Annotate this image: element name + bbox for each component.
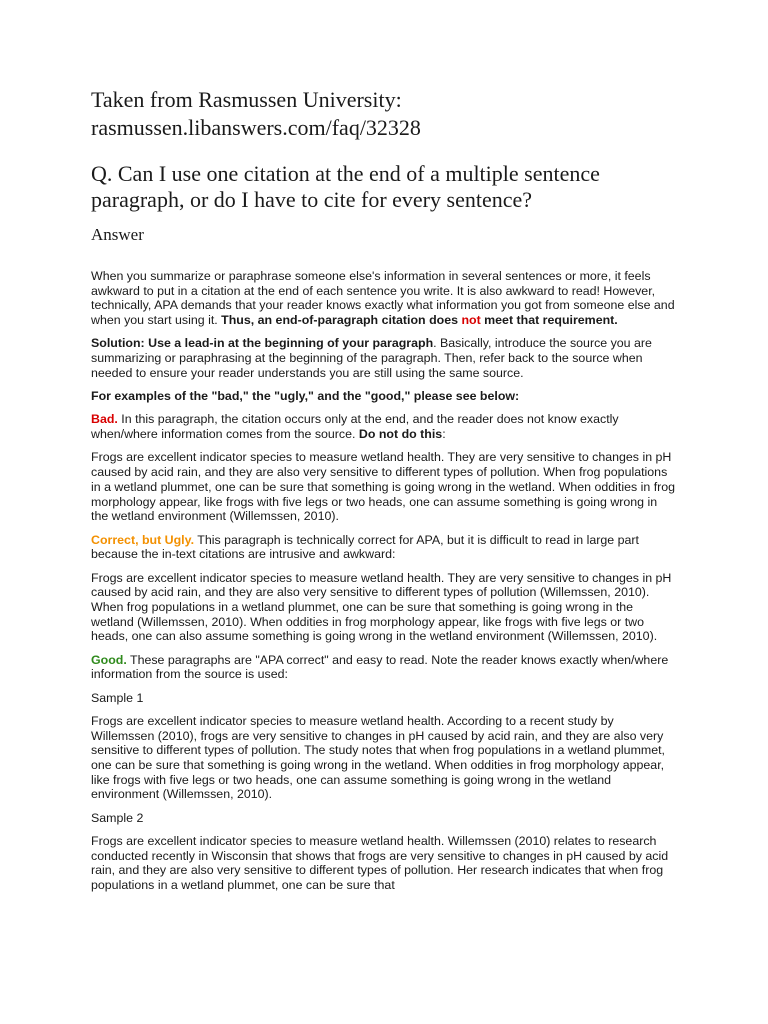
answer-body <box>91 269 677 893</box>
bad-tail: : <box>442 427 446 442</box>
ugly-intro-paragraph <box>91 533 677 562</box>
answer-heading: Answer <box>91 225 144 244</box>
ugly-text: This paragraph is technically correct for APA, but it is difficult to read in large part because the in-text citations are intrusive and awkward: <box>91 532 639 562</box>
bad-example-paragraph: Frogs are excellent indicator species to measure wetland health. They are very sensitive to changes in pH caused by acid rain, and they are also very sensitive to different types of pollution. When frog populations in a wetland plummet, one can be sure that something is going wrong in the wetland. When oddities in frog morphology appear, like frogs with five legs or two heads, one can assume something is going wrong in the wetland environment (Willemssen, 2010). <box>91 450 676 524</box>
intro-bold-not: not <box>461 313 481 328</box>
source-attribution <box>91 86 677 142</box>
ugly-label: Correct, but Ugly. <box>91 532 195 547</box>
document-page <box>91 86 677 901</box>
intro-paragraph <box>91 269 677 328</box>
bad-intro-paragraph <box>91 412 677 441</box>
sample1-label: Sample 1 <box>91 690 144 705</box>
source-url: rasmussen.libanswers.com/faq/32328 <box>91 115 421 140</box>
sample1-paragraph: Frogs are excellent indicator species to measure wetland health. According to a recent study by Willemssen (2010), frogs are very sensitive to changes in pH caused by acid rain, and they are also very sensitive to different types of pollution. The study notes that when frog populations in a wetland plummet, one can be sure that something is going wrong in the wetland. When oddities in frog morphology appear, like frogs with five legs or two heads, one can assume something is going wrong in the wetland environment (Willemssen, 2010). <box>91 713 665 802</box>
good-label: Good. <box>91 652 127 667</box>
source-title: Taken from Rasmussen University: <box>91 87 402 112</box>
sample2-label: Sample 2 <box>91 810 144 825</box>
question-heading: Q. Can I use one citation at the end of a multiple sentence paragraph, or do I have to cite for every sentence? <box>91 161 600 212</box>
good-text: These paragraphs are "APA correct" and easy to read. Note the reader knows exactly when/where information from the source is used: <box>91 652 669 682</box>
solution-text: . Basically, introduce the source you are summarizing or paraphrasing at the beginning of the paragraph. Then, refer back to the source when needed to ensure your reader understands you are still using the same source. <box>91 336 652 380</box>
good-intro-paragraph <box>91 653 677 682</box>
bad-text: In this paragraph, the citation occurs only at the end, and the reader does not know exactly when/where information comes from the source. <box>91 412 619 442</box>
bad-label: Bad. <box>91 412 118 427</box>
ugly-example-paragraph: Frogs are excellent indicator species to measure wetland health. They are very sensitive to changes in pH caused by acid rain, and they are also very sensitive to different types of pollution (Willemssen, 2010). When frog populations in a wetland plummet, one can be sure that something is going wrong in the wetland (Willemssen, 2010). When oddities in frog morphology appear, like frogs with five legs or two heads, one can also assume something is going wrong in the wetland environment (Willemssen, 2010). <box>91 570 672 644</box>
bad-bold: Do not do this <box>358 427 443 442</box>
intro-text: When you summarize or paraphrase someone else's information in several sentences or more, it feels awkward to put in a citation at the end of each sentence you write. It is also awkward to read! However, technically, APA demands that your reader knows exactly what information you got from someone else and when you start using it. <box>91 269 675 328</box>
intro-bold-a: Thus, an end-of-paragraph citation does <box>221 313 462 328</box>
examples-heading: For examples of the "bad," the "ugly," and the "good," please see below: <box>91 389 520 404</box>
intro-bold-b: meet that requirement. <box>480 313 618 328</box>
sample2-paragraph: Frogs are excellent indicator species to measure wetland health. Willemssen (2010) relates to research conducted recently in Wisconsin that shows that frogs are very sensitive to changes in pH caused by acid rain, and they are also very sensitive to different types of pollution. Her research indicates that when frog populations in a wetland plummet, one can be sure that <box>91 834 669 893</box>
solution-paragraph <box>91 336 677 380</box>
solution-bold: Solution: Use a lead-in at the beginning of your paragraph <box>91 336 434 351</box>
